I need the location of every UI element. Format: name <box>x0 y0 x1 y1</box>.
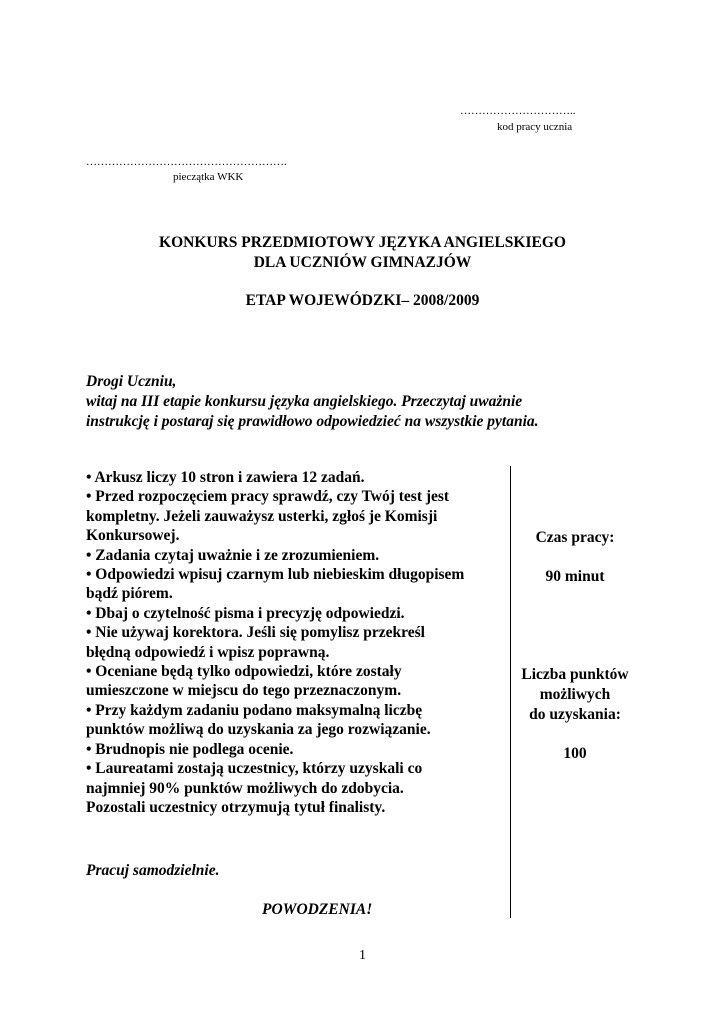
page-number: 1 <box>359 948 366 963</box>
time-label: Czas pracy: <box>535 529 615 546</box>
column-divider <box>510 466 511 918</box>
points-label-line3: do uzyskania: <box>529 706 621 723</box>
intro-line1: witaj na III etapie konkursu języka angielskiego. Przeczytaj uważnie <box>86 393 523 410</box>
rule-line: umieszczone w miejscu do tego przeznaczonym. <box>86 682 402 700</box>
rule-line: Pozostali uczestnicy otrzymują tytuł finalisty. <box>86 798 386 816</box>
rule-line: punktów możliwą do uzyskania za jego rozwiązanie. <box>86 721 431 739</box>
work-alone-note: Pracuj samodzielnie. <box>86 862 220 879</box>
rules-list <box>86 468 506 817</box>
rule-line: kompletny. Jeżeli zauważysz usterki, zgłoś je Komisji <box>86 507 438 525</box>
points-label-line2: możliwych <box>539 686 611 703</box>
rule-line: • Dbaj o czytelność pisma i precyzję odpowiedzi. <box>86 604 405 622</box>
contest-title-line1: KONKURS PRZEDMIOTOWY JĘZYKA ANGIELSKIEGO <box>159 234 566 251</box>
good-luck: POWODZENIA! <box>262 901 373 918</box>
student-code-label: kod pracy ucznia <box>497 121 573 133</box>
intro-greeting: Drogi Uczniu, <box>86 373 177 390</box>
stamp-label: pieczątka WKK <box>173 171 244 183</box>
rule-line: bądź piórem. <box>86 585 173 603</box>
points-label-line1: Liczba punktów <box>521 666 629 683</box>
rule-line: błędną odpowiedź i wpisz poprawną. <box>86 643 330 661</box>
contest-title-line2: DLA UCZNIÓW GIMNAZJÓW <box>253 254 472 271</box>
stamp-field: ………………………………………………. <box>86 156 287 168</box>
rule-line: najmniej 90% punktów możliwych do zdobycia. <box>86 779 404 797</box>
rule-line: • Brudnopis nie podlega ocenie. <box>86 740 294 758</box>
rule-line: • Arkusz liczy 10 stron i zawiera 12 zadań. <box>86 469 365 486</box>
contest-stage: ETAP WOJEWÓDZKI– 2008/2009 <box>245 292 480 309</box>
rule-line: Konkursowej. <box>86 527 180 545</box>
rule-line: • Nie używaj korektora. Jeśli się pomylisz przekreśl <box>86 624 425 642</box>
intro-line2: instrukcję i postaraj się prawidłowo odpowiedzieć na wszystkie pytania. <box>86 413 539 430</box>
rule-line: • Przy każdym zadaniu podano maksymalną liczbę <box>86 701 423 719</box>
rule-line: • Przed rozpoczęciem pracy sprawdź, czy Twój test jest <box>86 488 450 506</box>
points-value: 100 <box>563 745 587 762</box>
student-code-field: ………………………….. <box>460 105 576 117</box>
rule-line: • Oceniane będą tylko odpowiedzi, które zostały <box>86 663 402 681</box>
rule-line: • Laureatami zostają uczestnicy, którzy uzyskali co <box>86 760 423 778</box>
time-value: 90 minut <box>545 568 605 585</box>
rule-line: • Zadania czytaj uważnie i ze zrozumieniem. <box>86 546 380 564</box>
rule-line: • Odpowiedzi wpisuj czarnym lub niebieskim długopisem <box>86 566 465 584</box>
